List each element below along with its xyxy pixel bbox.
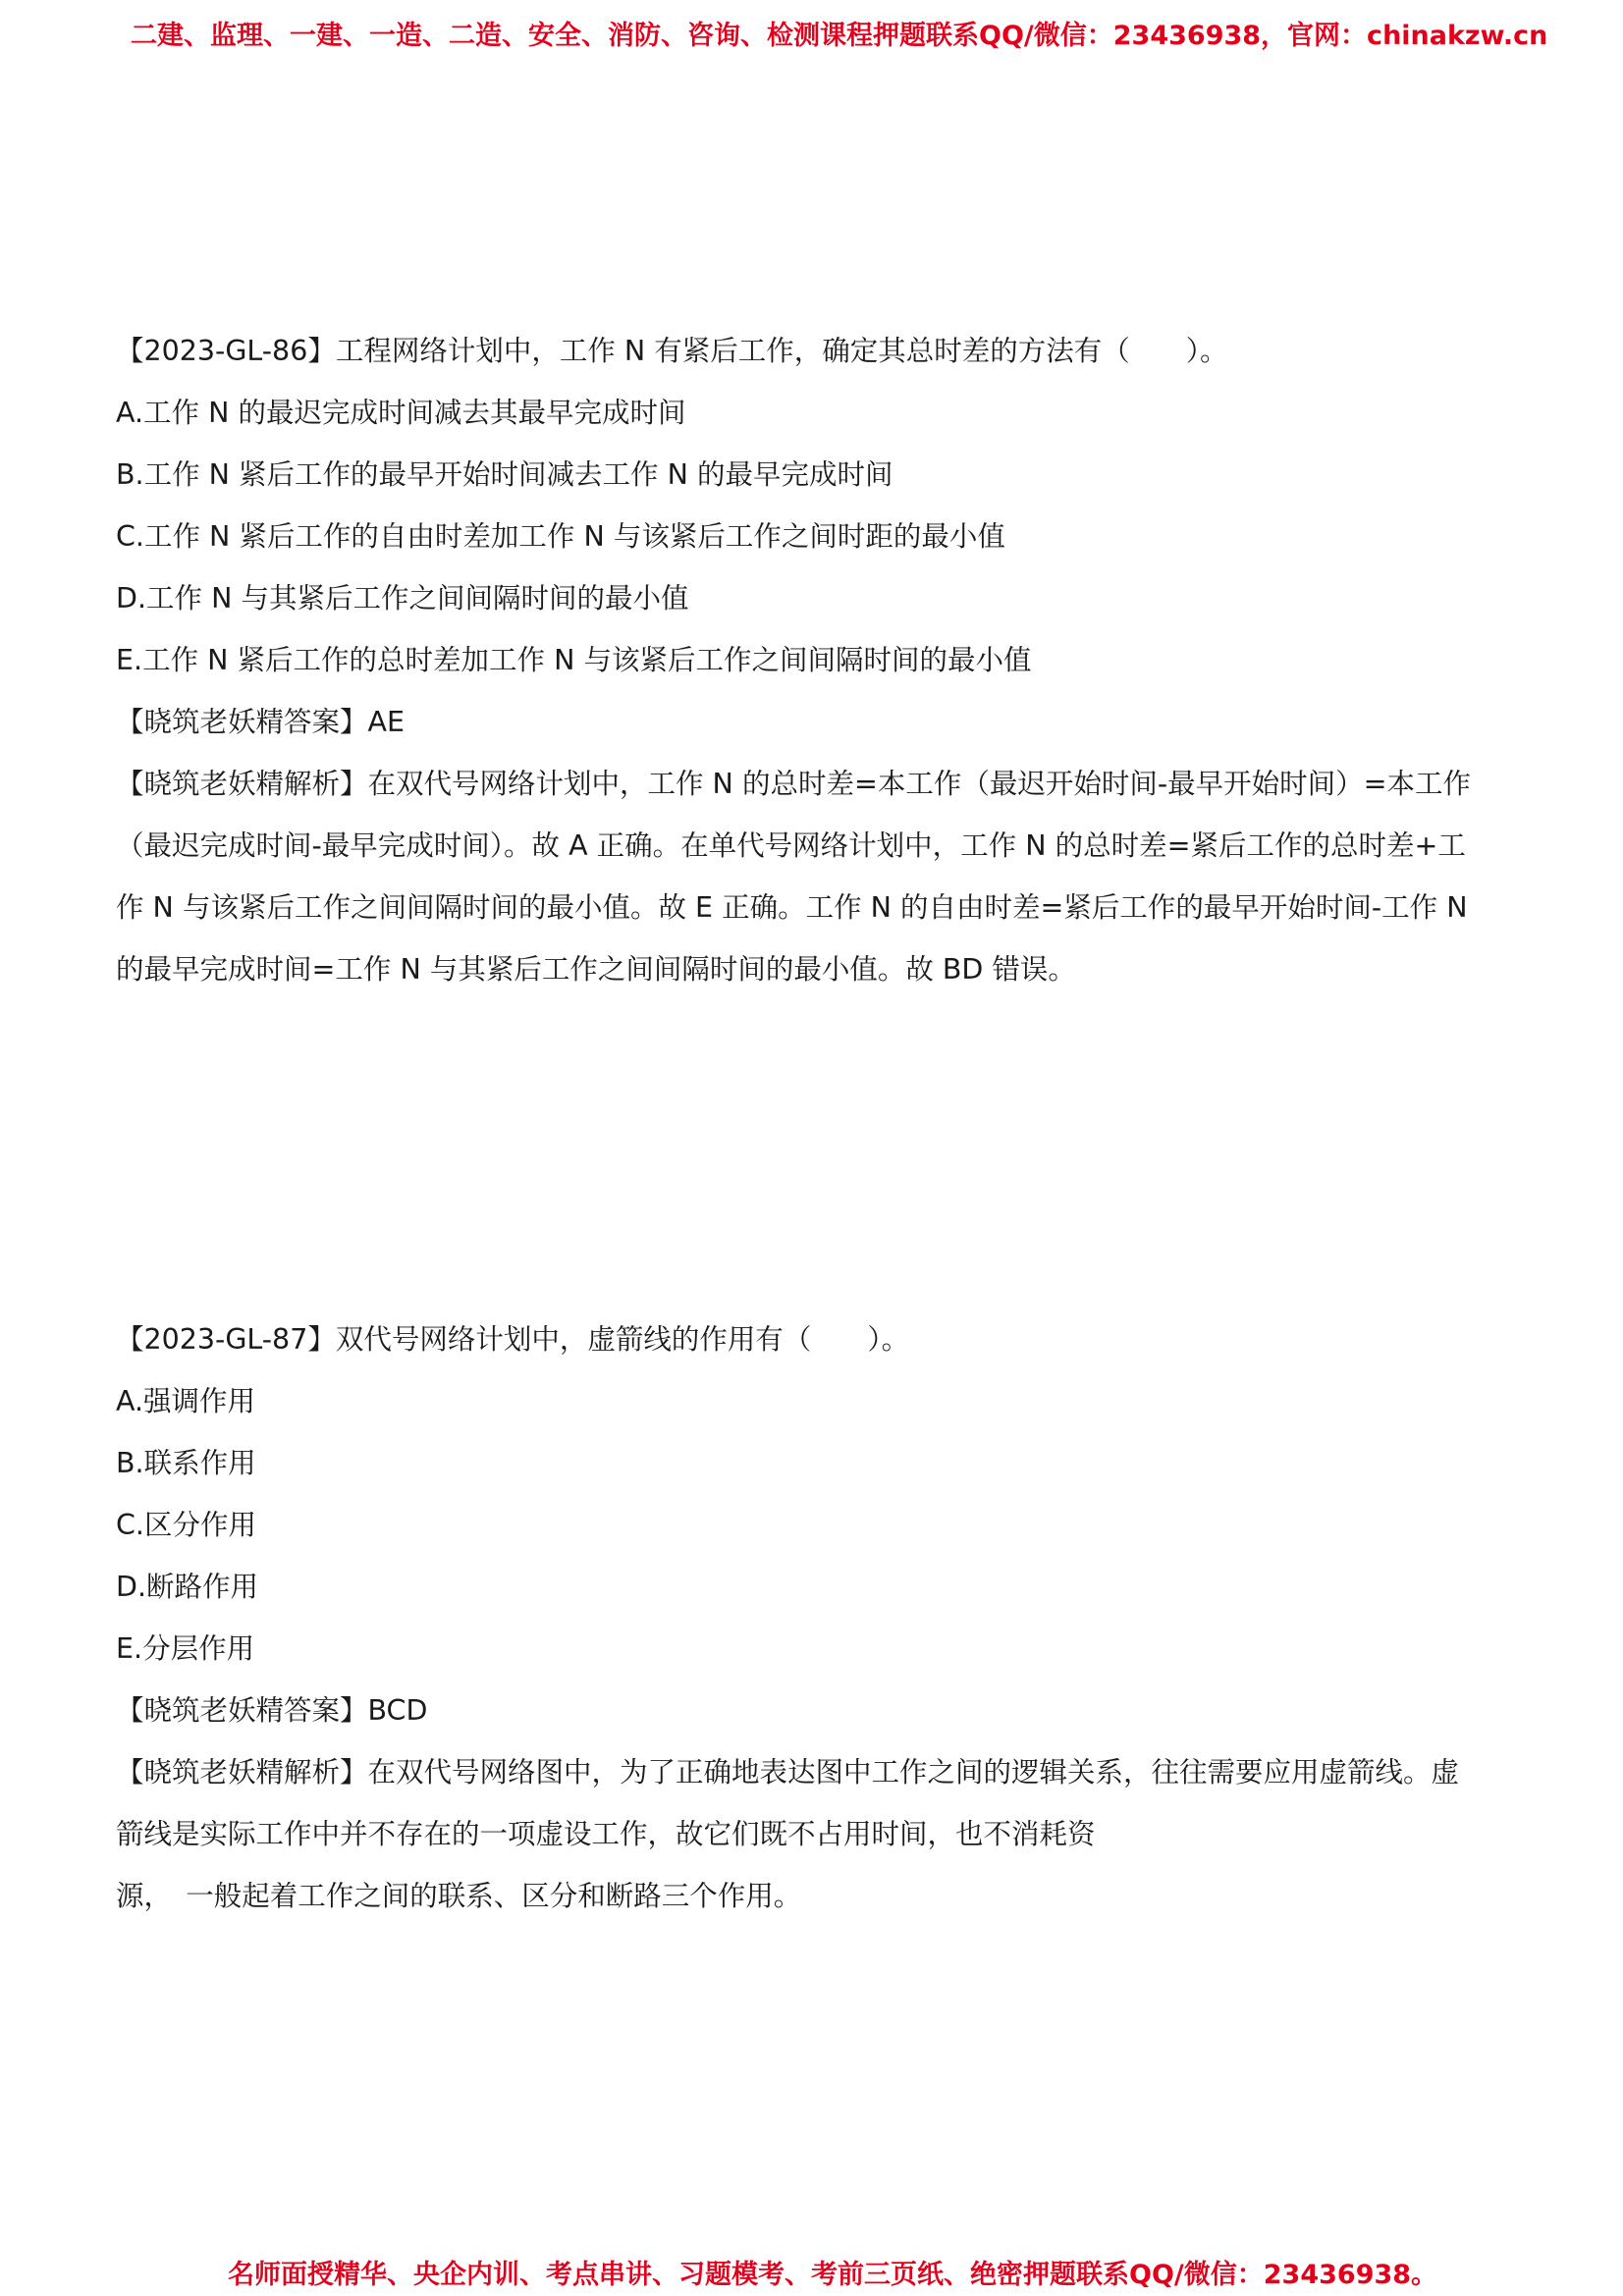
analysis-line: 箭线是实际工作中并不存在的一项虚设工作，故它们既不占用时间，也不消耗资 (116, 1818, 1096, 1850)
analysis (116, 753, 1510, 1000)
question-stem: 【2023-GL-87】双代号网络计划中，虚箭线的作用有（ ）。 (116, 1323, 910, 1356)
question-block (116, 1308, 1510, 1927)
header-banner: 二建、监理、一建、一造、二造、安全、消防、咨询、检测课程押题联系QQ/微信：23436938，官网：chinakzw.cn (131, 21, 1548, 51)
question-block (116, 320, 1510, 1000)
option-e: E.工作 N 紧后工作的总时差加工作 N 与该紧后工作之间间隔时间的最小值 (116, 644, 1032, 676)
option-c: C.区分作用 (116, 1509, 256, 1541)
analysis-line: 作 N 与该紧后工作之间间隔时间的最小值。故 E 正确。工作 N 的自由时差=紧后工作的最早开始时间-工作 N (116, 891, 1468, 924)
analysis-line: （最迟完成时间-最早完成时间）。故 A 正确。在单代号网络计划中，工作 N 的总时差=紧后工作的总时差+工 (116, 829, 1466, 862)
answer: 【晓筑老妖精答案】AE (116, 706, 406, 738)
answer: 【晓筑老妖精答案】BCD (116, 1694, 428, 1727)
option-a: A.工作 N 的最迟完成时间减去其最早完成时间 (116, 397, 686, 429)
option-c: C.工作 N 紧后工作的自由时差加工作 N 与该紧后工作之间时距的最小值 (116, 520, 1005, 553)
option-d: D.断路作用 (116, 1571, 259, 1603)
option-b: B.联系作用 (116, 1447, 256, 1479)
analysis-line: 源， 一般起着工作之间的联系、区分和断路三个作用。 (116, 1880, 802, 1912)
analysis-line: 的最早完成时间=工作 N 与其紧后工作之间间隔时间的最小值。故 BD 错误。 (116, 953, 1076, 986)
analysis-line: 【晓筑老妖精解析】在双代号网络计划中，工作 N 的总时差=本工作（最迟开始时间-最早开始时间）=本工作 (116, 768, 1471, 800)
option-b: B.工作 N 紧后工作的最早开始时间减去工作 N 的最早完成时间 (116, 458, 893, 491)
analysis-line: 【晓筑老妖精解析】在双代号网络图中，为了正确地表达图中工作之间的逻辑关系，往往需要应用虚箭线。虚 (116, 1756, 1460, 1789)
footer-banner: 名师面授精华、央企内训、考点串讲、习题模考、考前三页纸、绝密押题联系QQ/微信：23436938。 (228, 2260, 1438, 2290)
analysis (116, 1741, 1510, 1927)
question-stem: 【2023-GL-86】工程网络计划中，工作 N 有紧后工作，确定其总时差的方法有（ ）。 (116, 335, 1228, 367)
option-d: D.工作 N 与其紧后工作之间间隔时间的最小值 (116, 582, 689, 614)
option-e: E.分层作用 (116, 1632, 255, 1665)
option-a: A.强调作用 (116, 1385, 256, 1417)
